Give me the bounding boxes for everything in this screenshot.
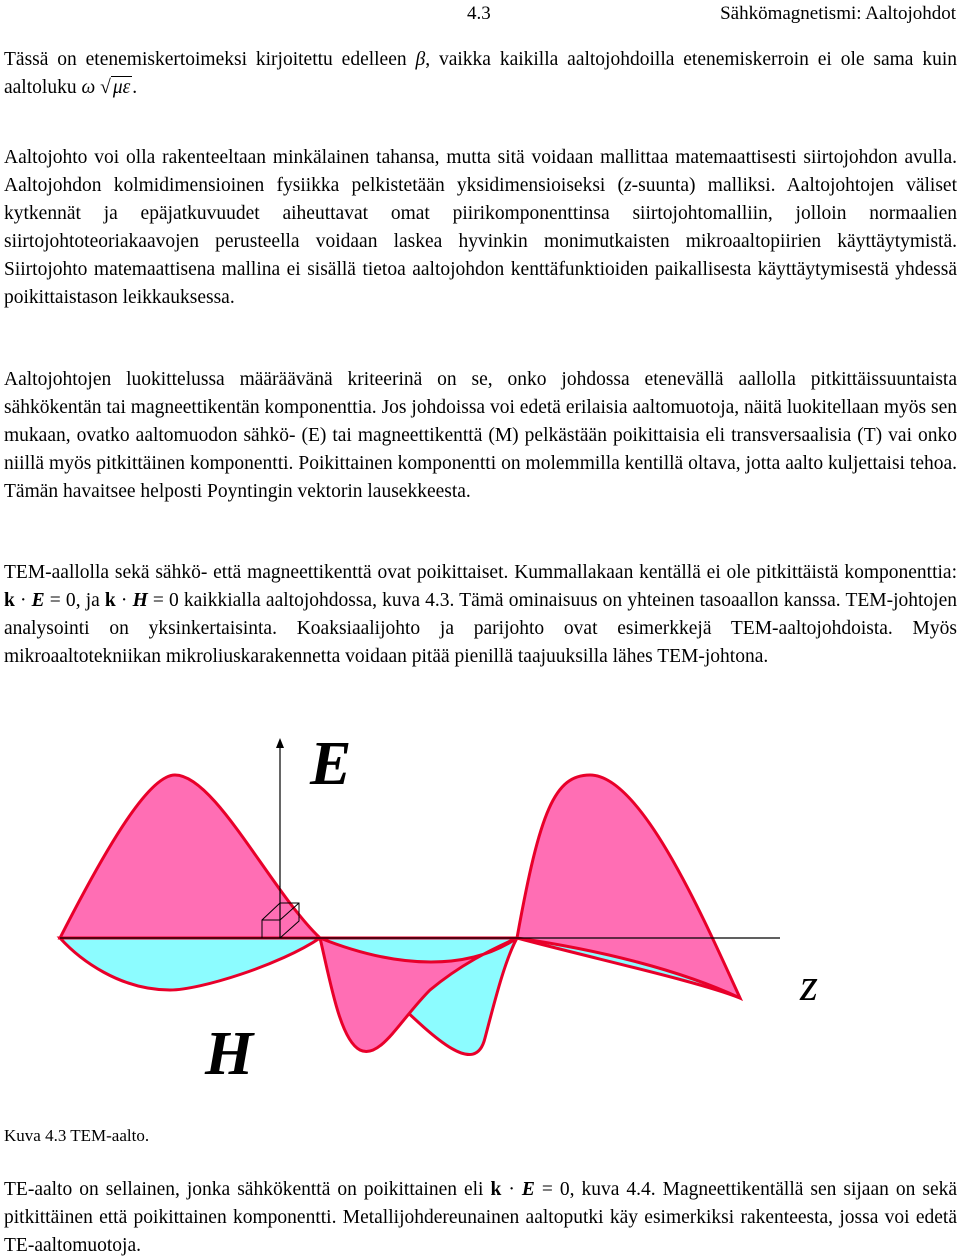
page-header [0, 0, 960, 30]
e-vector-2: E [521, 1179, 535, 1200]
p1-text-2: , vaikka kaikilla aaltojohdoilla etenemiskerroin ei ole sama kuin aaltoluku [4, 49, 957, 98]
equals-zero-1: = 0 [44, 590, 76, 611]
p4-text-2: , ja [75, 590, 105, 611]
p4-text-3: kaikkialla aaltojohdossa, kuva 4.3. Tämä ominaisuus on yhteinen tasoaallon kanssa. TEM-johtojen analysointi on yksinkertaisinta. Koaksiaalijohto ja parijohto ovat esimerkkejä TEM-aaltojohdoista. Myös mikroaaltotekniikan mikroliuskarakennetta voidaan pitää pienillä taajuuksilla lähes TEM-johtona. [4, 590, 958, 667]
k-vector-1: k [4, 590, 15, 611]
z-symbol: z [624, 175, 632, 196]
mu-epsilon-symbol: με [112, 77, 131, 98]
h-vector-1: H [132, 590, 148, 611]
p5-text-1: TE-aalto on sellainen, jonka sähkökenttä on poikittainen eli [4, 1179, 491, 1200]
e-field-lobe-left [60, 775, 320, 938]
p1-text-3: . [132, 77, 138, 98]
tem-wave-diagram [0, 720, 960, 1120]
dot-3: · [501, 1179, 522, 1200]
p2-text-1: Aaltojohto voi olla rakenteeltaan minkälainen tahansa, mutta sitä voidaan mallittaa matemaattisesti siirtojohdon avulla. Aaltojohdon kolmidimensioinen fysiikka pelkistetään yksidimensioiseksi ( [4, 147, 957, 196]
e-vector-1: E [31, 590, 45, 611]
equals-zero-3: = 0 [534, 1179, 570, 1200]
dot-1: · [14, 590, 32, 611]
paragraph-2 [4, 144, 957, 312]
figure-caption: Kuva 4.3 TEM-aalto. [4, 1126, 150, 1145]
beta-symbol: β [415, 49, 426, 70]
e-field-label: E [310, 730, 352, 798]
paragraph-4 [4, 559, 957, 671]
e-axis-arrowhead [276, 738, 284, 748]
h-field-region-far-left [60, 938, 320, 990]
p5-text-2: , kuva 4.4. Magneettikentällä sen sijaan on sekä pitkittäinen että poikittainen komponentti. Metallijohdereunainen aaltoputki käy esimerkiksi rakenteesta, jossa voi edetä TE-aaltomuotoja. [4, 1179, 958, 1256]
p4-text-1: TEM-aallolla sekä sähkö- että magneettikenttä ovat poikittaiset. Kummallakaan kentällä ei ole pitkittäistä komponenttia: [4, 562, 957, 583]
dot-2: · [115, 590, 133, 611]
z-axis-label: z [800, 959, 818, 1010]
paragraph-5 [4, 1176, 957, 1260]
p1-text-1: Tässä on etenemiskertoimeksi kirjoitettu edelleen [4, 49, 416, 70]
equals-zero-2: = 0 [147, 590, 179, 611]
section-number: 4.3 [467, 3, 491, 24]
tem-wave-figure [0, 720, 960, 1120]
k-vector-2: k [104, 590, 116, 611]
omega-symbol: ω [81, 77, 96, 98]
p2-text-2: -suunta) malliksi. Aaltojohtojen väliset kytkennät ja epäjatkuvuudet aiheuttavat omat piirikomponenttinsa siirtojohtomalliin, jolloin normaalien siirtojohtoteoriakaavojen perusteella voidaan laskea hyvinkin monimutkaisten mikroaaltopiirien käyttäytymistä. Siirtojohto matemaattisena mallina ei sisällä tietoa aaltojohdon kenttäfunktioiden paikallisesta käyttäytymisestä yhdessä poikittaistason leikkauksessa. [4, 175, 957, 308]
k-vector-3: k [490, 1179, 502, 1200]
paragraph-1: Tässä on etenemiskertoimeksi kirjoitettu edelleen β, vaikka kaikilla aaltojohdoilla etenemiskerroin ei ole sama kuin aaltoluku ω √ με . [4, 49, 957, 98]
h-field-label: H [205, 1020, 254, 1088]
running-title: Sähkömagnetismi: Aaltojohdot [720, 3, 956, 24]
p3-text-1: Aaltojohtojen luokittelussa määräävänä kriteerinä on se, onko johdossa etenevällä aallolla pitkittäissuuntaista sähkökentän tai magneettikentän komponenttia. Jos johdoissa voi edetä erilaisia aaltomuotoja, näitä luokitellaan myös sen mukaan, ovatko aaltomuodon sähkö- (E) tai magneettikenttä (M) pelkästään poikittaisia eli transversaalisia (T) vai onko niillä myös pitkittäinen komponentti. Poikittainen komponentti on molemmilla kentillä oltava, jotta aalto kuljettaisi tehoa. Tämän havaitsee helposti Poyntingin vektorin lausekkeesta. [4, 369, 957, 502]
paragraph-3 [4, 366, 957, 506]
